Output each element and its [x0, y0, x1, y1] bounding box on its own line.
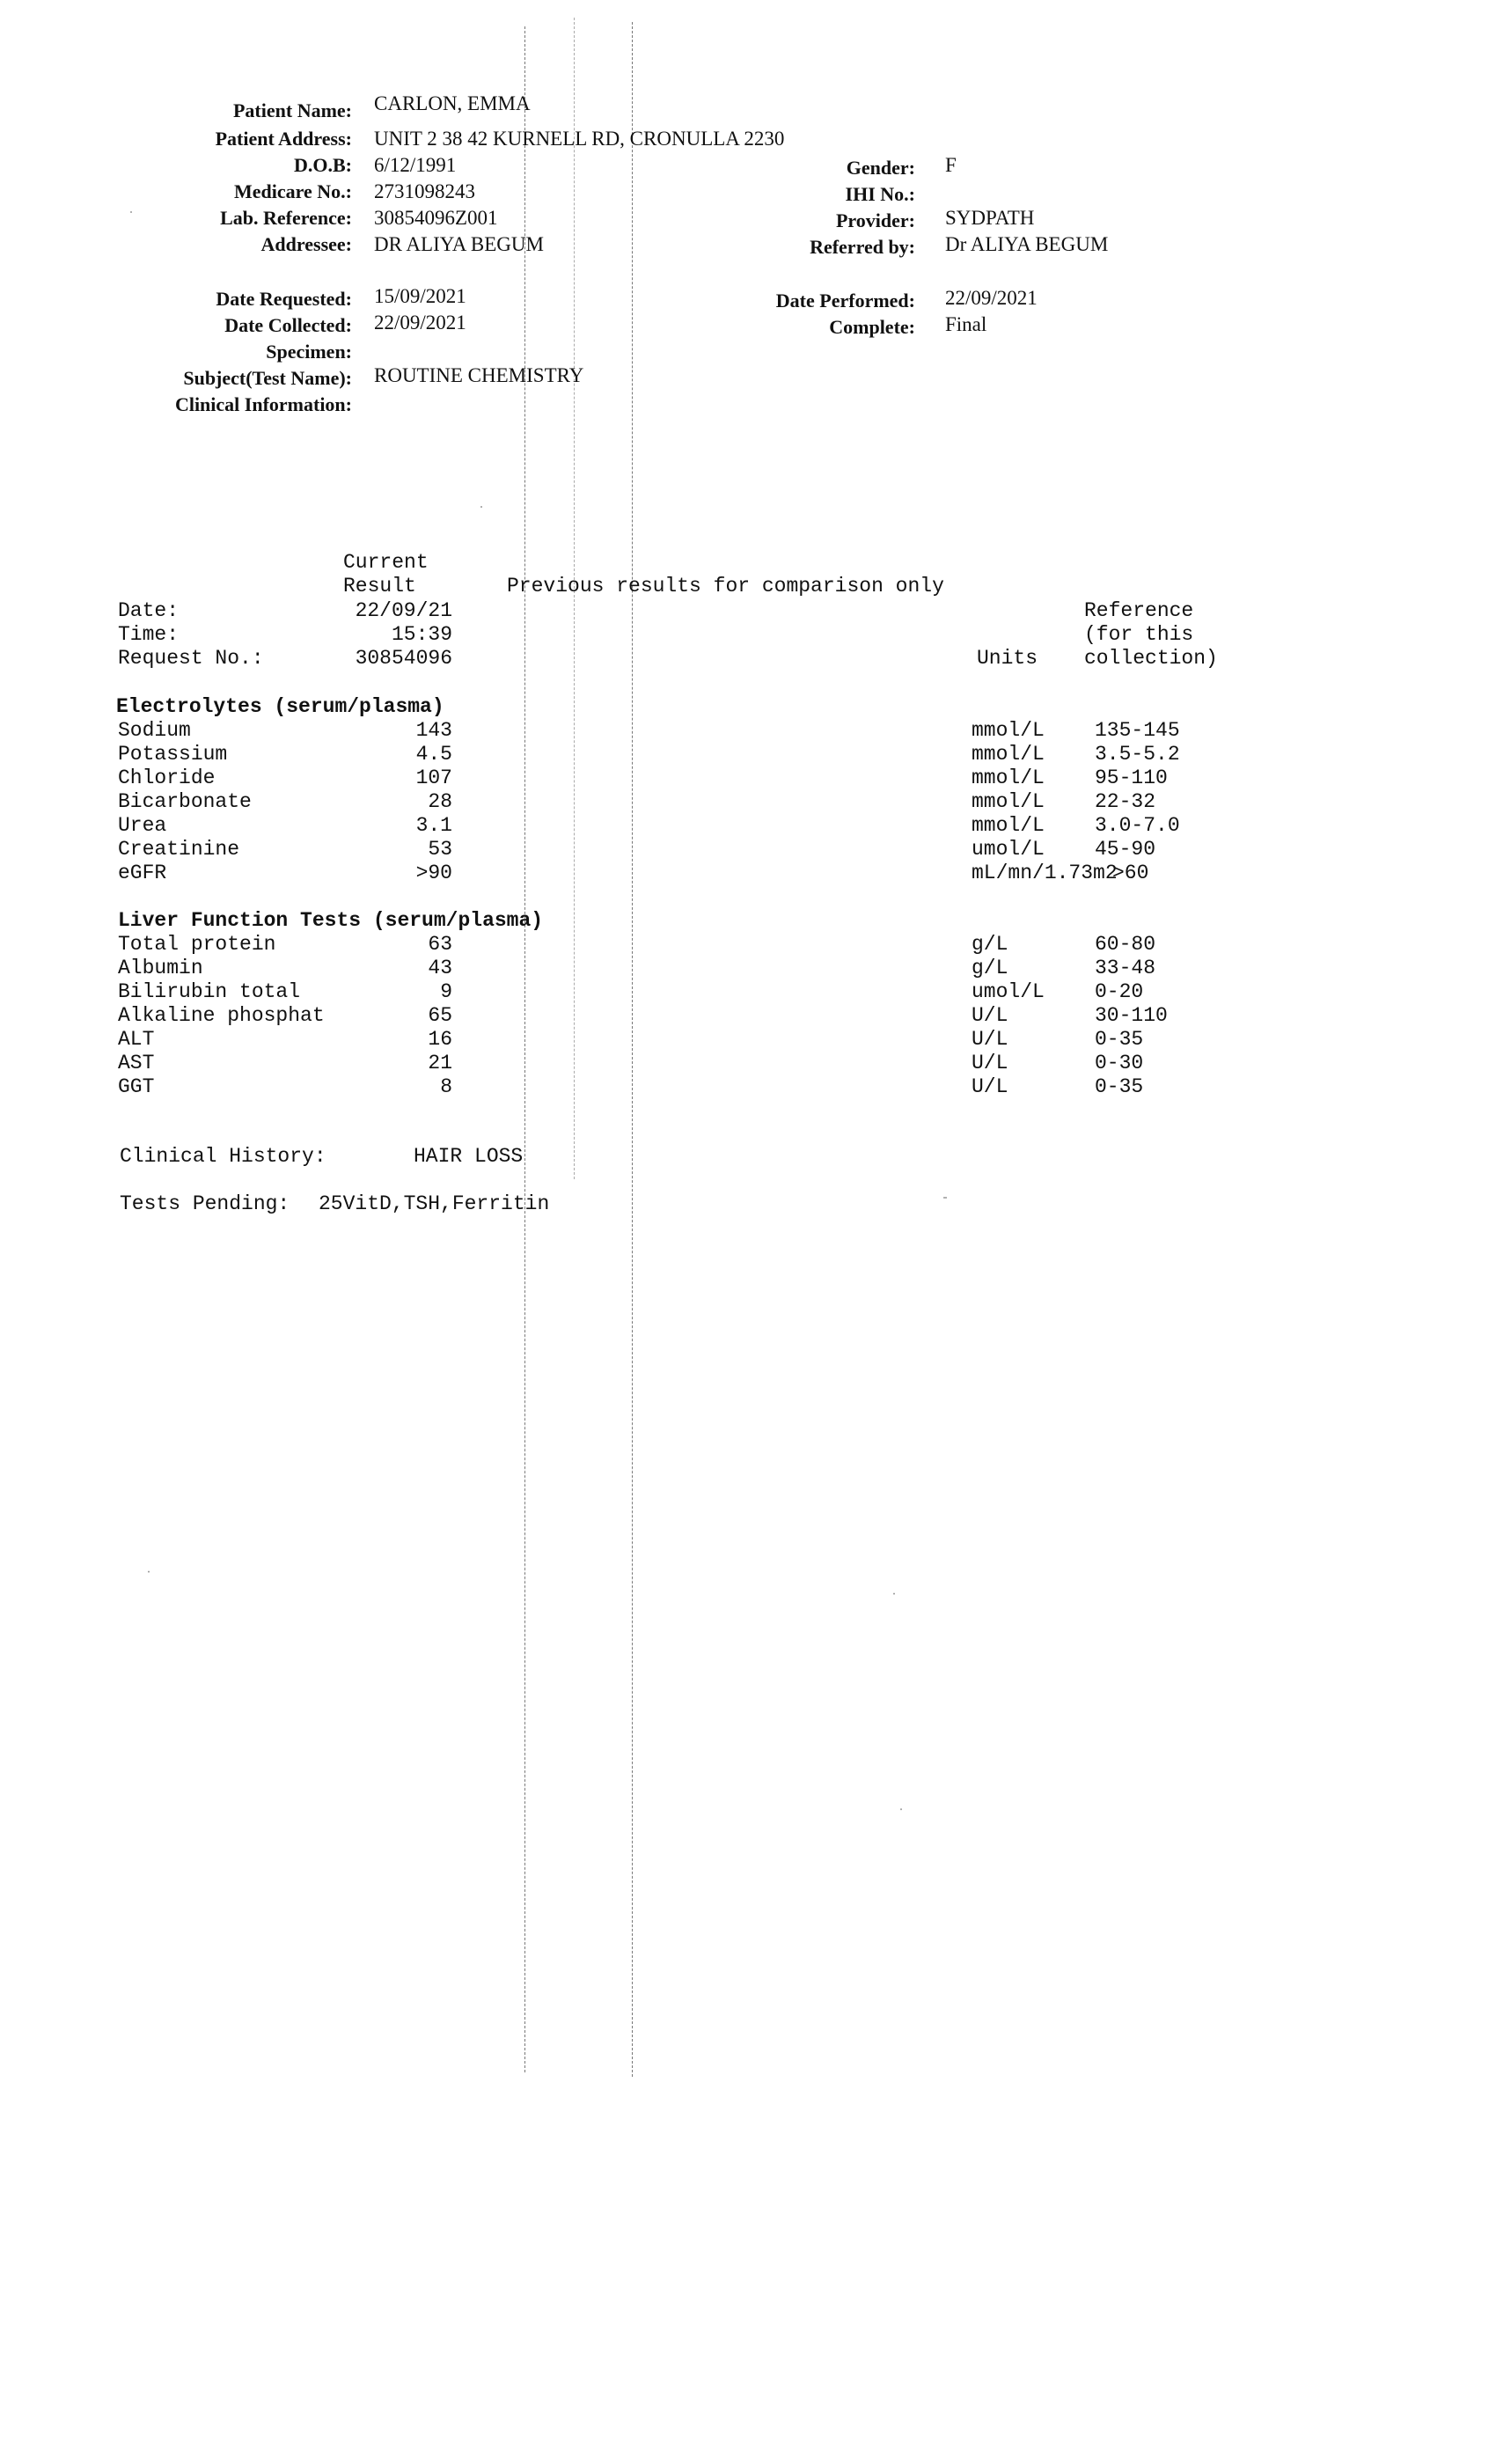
table-row	[0, 862, 1496, 885]
table-row	[0, 933, 1496, 957]
table-row	[0, 743, 1496, 766]
ihi-label: IHI No.:	[845, 183, 915, 205]
scan-speck	[893, 1593, 895, 1595]
test-name: Bicarbonate	[118, 790, 252, 813]
current-result-header-line1: Current	[343, 551, 429, 574]
test-value: 107	[415, 766, 452, 789]
date-value: 22/09/21	[355, 599, 452, 622]
test-value: >90	[415, 862, 452, 884]
test-name: Total protein	[118, 933, 276, 956]
test-unit: U/L	[972, 1052, 1008, 1074]
scan-speck	[480, 506, 482, 508]
reference-header-line1: Reference	[1084, 599, 1194, 622]
medicare-value: 2731098243	[374, 180, 475, 202]
request-number-label: Request No.:	[118, 647, 264, 670]
test-value: 8	[440, 1075, 452, 1098]
test-reference: 30-110	[1095, 1004, 1168, 1027]
referred-by-label: Referred by:	[810, 236, 915, 258]
table-row	[0, 838, 1496, 862]
patient-address-label: Patient Address:	[215, 128, 352, 150]
date-performed-value: 22/09/2021	[945, 287, 1038, 309]
test-unit: U/L	[972, 1075, 1008, 1098]
test-reference: 0-30	[1095, 1052, 1144, 1074]
scan-speck	[945, 1197, 947, 1199]
date-collected-value: 22/09/2021	[374, 312, 466, 334]
clinical-history-value: HAIR LOSS	[414, 1145, 524, 1168]
gender-value: F	[945, 154, 957, 176]
provider-label: Provider:	[835, 209, 915, 231]
test-unit: g/L	[972, 957, 1008, 979]
previous-results-header: Previous results for comparison only	[507, 575, 944, 598]
dob-value: 6/12/1991	[374, 154, 457, 176]
request-number-row	[0, 647, 1496, 671]
scan-speck	[148, 1571, 150, 1573]
test-reference: 33-48	[1095, 957, 1156, 979]
test-reference: 45-90	[1095, 838, 1156, 861]
subject-label: Subject(Test Name):	[183, 367, 352, 389]
test-reference: 95-110	[1095, 766, 1168, 789]
medicare-label: Medicare No.:	[234, 180, 352, 202]
test-value: 43	[428, 957, 452, 979]
date-requested-value: 15/09/2021	[374, 285, 466, 307]
test-reference: 0-35	[1095, 1075, 1144, 1098]
test-value: 65	[428, 1004, 452, 1027]
test-name: Potassium	[118, 743, 228, 766]
test-unit: mmol/L	[972, 790, 1045, 813]
current-result-header-line2: Result	[343, 575, 416, 598]
test-name: Creatinine	[118, 838, 240, 861]
test-reference: 60-80	[1095, 933, 1156, 956]
test-reference: 22-32	[1095, 790, 1156, 813]
test-unit: mmol/L	[972, 766, 1045, 789]
subject-value: ROUTINE CHEMISTRY	[374, 364, 584, 386]
test-unit: mmol/L	[972, 814, 1045, 837]
addressee-value: DR ALIYA BEGUM	[374, 233, 544, 255]
test-value: 9	[440, 980, 452, 1003]
table-row	[0, 1075, 1496, 1099]
lab-reference-value: 30854096Z001	[374, 207, 498, 229]
date-performed-label: Date Performed:	[775, 290, 915, 312]
scan-speck	[900, 1808, 902, 1810]
referred-by-value: Dr ALIYA BEGUM	[945, 233, 1109, 255]
units-header: Units	[977, 647, 1038, 670]
test-value: 16	[428, 1028, 452, 1051]
test-value: 143	[415, 719, 452, 742]
test-unit: U/L	[972, 1028, 1008, 1051]
test-unit: umol/L	[972, 838, 1045, 861]
test-name: ALT	[118, 1028, 155, 1051]
table-row	[0, 790, 1496, 814]
test-unit: U/L	[972, 1004, 1008, 1027]
test-reference: 0-20	[1095, 980, 1144, 1003]
tests-pending-label: Tests Pending:	[120, 1192, 290, 1215]
date-collected-label: Date Collected:	[224, 314, 352, 336]
tests-pending-value: 25VitD,TSH,Ferritin	[319, 1192, 550, 1215]
test-name: Urea	[118, 814, 167, 837]
test-value: 53	[428, 838, 452, 861]
test-value: 63	[428, 933, 452, 956]
test-reference: 3.5-5.2	[1095, 743, 1180, 766]
reference-header-line3: collection)	[1084, 647, 1218, 670]
gender-label: Gender:	[846, 157, 915, 179]
table-row	[0, 814, 1496, 838]
request-number-value: 30854096	[355, 647, 452, 670]
test-name: Alkaline phosphat	[118, 1004, 325, 1027]
table-row	[0, 766, 1496, 790]
test-value: 3.1	[415, 814, 452, 837]
patient-name: CARLON, EMMA	[374, 92, 531, 114]
table-row	[0, 957, 1496, 980]
specimen-label: Specimen:	[266, 341, 352, 363]
test-reference: 135-145	[1095, 719, 1180, 742]
test-name: Sodium	[118, 719, 191, 742]
time-label: Time:	[118, 623, 180, 646]
test-unit: umol/L	[972, 980, 1045, 1003]
electrolytes-section-title: Electrolytes (serum/plasma)	[116, 695, 444, 718]
table-row	[0, 1052, 1496, 1075]
table-row	[0, 1004, 1496, 1028]
time-row	[0, 623, 1496, 647]
test-name: Chloride	[118, 766, 216, 789]
complete-label: Complete:	[829, 316, 915, 338]
reference-header-line2: (for this	[1084, 623, 1194, 646]
complete-value: Final	[945, 313, 987, 335]
provider-value: SYDPATH	[945, 207, 1035, 229]
test-reference: 3.0-7.0	[1095, 814, 1180, 837]
test-name: eGFR	[118, 862, 167, 884]
patient-name-label: Patient Name:	[232, 99, 352, 121]
test-name: Albumin	[118, 957, 203, 979]
time-value: 15:39	[391, 623, 452, 646]
dob-label: D.O.B:	[294, 154, 352, 176]
test-unit: mmol/L	[972, 719, 1045, 742]
test-value: 28	[428, 790, 452, 813]
patient-address: UNIT 2 38 42 KURNELL RD, CRONULLA 2230	[374, 128, 785, 150]
date-requested-label: Date Requested:	[216, 288, 352, 310]
lab-reference-label: Lab. Reference:	[220, 207, 352, 229]
test-value: 21	[428, 1052, 452, 1074]
test-reference: >60	[1112, 862, 1149, 884]
addressee-label: Addressee:	[260, 233, 352, 255]
date-label: Date:	[118, 599, 180, 622]
table-row	[0, 1028, 1496, 1052]
table-row	[0, 719, 1496, 743]
liver-section-title: Liver Function Tests (serum/plasma)	[118, 909, 544, 932]
test-unit: g/L	[972, 933, 1008, 956]
date-row	[0, 599, 1496, 623]
test-name: AST	[118, 1052, 155, 1074]
table-row	[0, 980, 1496, 1004]
test-unit: mmol/L	[972, 743, 1045, 766]
test-value: 4.5	[415, 743, 452, 766]
test-name: Bilirubin total	[118, 980, 301, 1003]
test-unit: mL/mn/1.73m2	[972, 862, 1118, 884]
clinical-history-label: Clinical History:	[120, 1145, 326, 1168]
clinical-information-label: Clinical Information:	[174, 393, 352, 415]
test-name: GGT	[118, 1075, 155, 1098]
test-reference: 0-35	[1095, 1028, 1144, 1051]
